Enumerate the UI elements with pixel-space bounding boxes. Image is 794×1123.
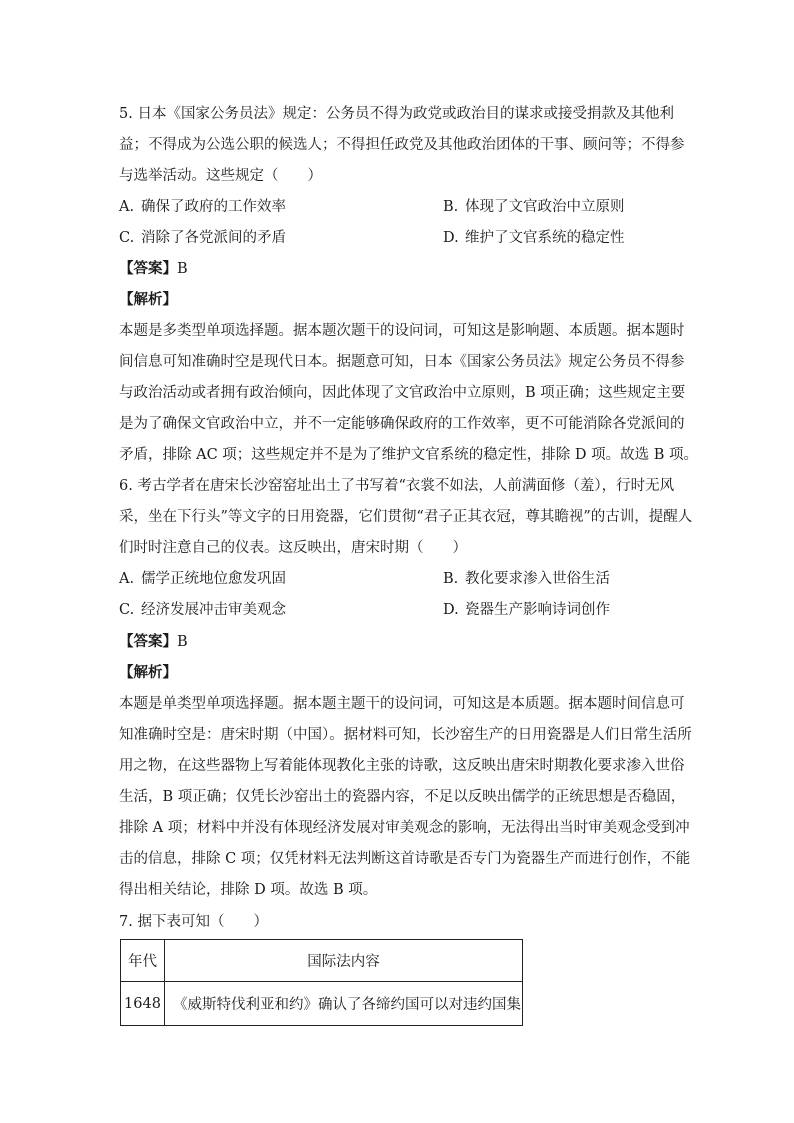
answer-label: 【答案】 (119, 633, 177, 650)
table-header-year: 年代 (121, 940, 165, 982)
q6-stem-line-1: 6. 考古学者在唐宋长沙窑窑址出土了书写着“衣裳不如法，人前满面修（羞），行时无风 (119, 478, 675, 494)
q5-option-a (119, 197, 286, 217)
answer-label: 【答案】 (119, 260, 177, 277)
option-text: 经济发展冲击审美观念 (141, 602, 286, 618)
q6-analysis-line-4: 生活，B 项正确；仅凭长沙窑出土的瓷器内容，不足以反映出儒学的正统思想是否稳固， (119, 789, 686, 805)
option-letter: A. (119, 571, 135, 587)
table-header-row (121, 940, 523, 982)
option-letter: C. (119, 602, 135, 618)
q6-answer (119, 632, 188, 652)
q6-option-b (443, 569, 610, 589)
option-text: 体现了文官政治中立原则 (465, 199, 625, 215)
answer-value: B (177, 261, 188, 277)
option-letter: B. (443, 571, 459, 587)
option-letter: D. (443, 602, 459, 618)
q5-option-b (443, 197, 625, 217)
q6-analysis-line-7: 得出相关结论，排除 D 项。故选 B 项。 (119, 882, 378, 898)
international-law-table (120, 939, 523, 1026)
q6-stem-line-3: 们时时注意自己的仪表。这反映出，唐宋时期（ ） (119, 540, 467, 556)
q5-analysis-line-1: 本题是多类型单项选择题。据本题次题干的设问词，可知这是影响题、本质题。据本题时 (119, 323, 685, 339)
table-row (121, 982, 523, 1026)
q7-stem: 7. 据下表可知（ ） (119, 914, 268, 930)
q6-analysis-line-6: 击的信息，排除 C 项；仅凭材料无法判断这首诗歌是否专门为瓷器生产而进行创作，不能 (119, 851, 691, 867)
answer-value: B (177, 634, 188, 650)
q5-stem-line-1: 5. 日本《国家公务员法》规定：公务员不得为政党或政治目的谋求或接受捐款及其他利 (119, 106, 674, 122)
q6-analysis-line-3: 用之物，在这些器物上写着能体现教化主张的诗歌，这反映出唐宋时期教化要求渗入世俗 (119, 758, 685, 774)
table-header-content: 国际法内容 (165, 940, 523, 982)
q6-option-c (119, 600, 286, 620)
q6-analysis-line-2: 知准确时空是：唐宋时期（中国）。据材料可知，长沙窑生产的日用瓷器是人们日常生活所 (119, 727, 692, 743)
table-cell-content: 《威斯特伐利亚和约》确认了各缔约国可以对违约国集 (165, 982, 523, 1026)
option-text: 确保了政府的工作效率 (141, 199, 286, 215)
option-letter: C. (119, 230, 135, 246)
option-text: 教化要求渗入世俗生活 (465, 571, 610, 587)
option-text: 维护了文官系统的稳定性 (465, 230, 625, 246)
q6-analysis-line-1: 本题是单类型单项选择题。据本题主题干的设问词，可知这是本质题。据本题时间信息可 (119, 696, 685, 712)
option-letter: A. (119, 199, 135, 215)
q5-stem-line-2: 益；不得成为公选公职的候选人；不得担任政党及其他政治团体的干事、顾问等；不得参 (119, 137, 685, 153)
q6-option-d (443, 600, 610, 620)
q6-stem-line-2: 采，坐在下行头”等文字的日用瓷器，它们贯彻“君子正其衣冠，尊其瞻视”的古训，提醒人 (119, 509, 693, 525)
table-cell-year: 1648 (121, 982, 165, 1026)
option-text: 儒学正统地位愈发巩固 (141, 571, 286, 587)
q5-analysis-line-3: 与政治活动或者拥有政治倾向，因此体现了文官政治中立原则，B 项正确；这些规定主要 (119, 385, 686, 401)
q5-stem-line-3: 与选举活动。这些规定（ ） (119, 168, 322, 184)
q5-analysis-line-4: 是为了确保文官政治中立，并不一定能够确保政府的工作效率，更不可能消除各党派间的 (119, 416, 685, 432)
option-letter: B. (443, 199, 459, 215)
option-letter: D. (443, 230, 459, 246)
q5-answer (119, 259, 188, 279)
q5-option-d (443, 228, 625, 248)
q6-analysis-label: 【解析】 (119, 664, 177, 681)
q5-analysis-label: 【解析】 (119, 291, 177, 308)
option-text: 瓷器生产影响诗词创作 (465, 602, 610, 618)
q6-option-a (119, 569, 286, 589)
q6-analysis-line-5: 排除 A 项；材料中并没有体现经济发展对审美观念的影响，无法得出当时审美观念受到冲 (119, 820, 690, 836)
q5-analysis-line-2: 间信息可知准确时空是现代日本。据题意可知，日本《国家公务员法》规定公务员不得参 (119, 354, 685, 370)
option-text: 消除了各党派间的矛盾 (141, 230, 286, 246)
q5-analysis-line-5: 矛盾，排除 AC 项；这些规定并不是为了维护文官系统的稳定性，排除 D 项。故选 B 项。 (119, 447, 698, 463)
q5-option-c (119, 228, 286, 248)
